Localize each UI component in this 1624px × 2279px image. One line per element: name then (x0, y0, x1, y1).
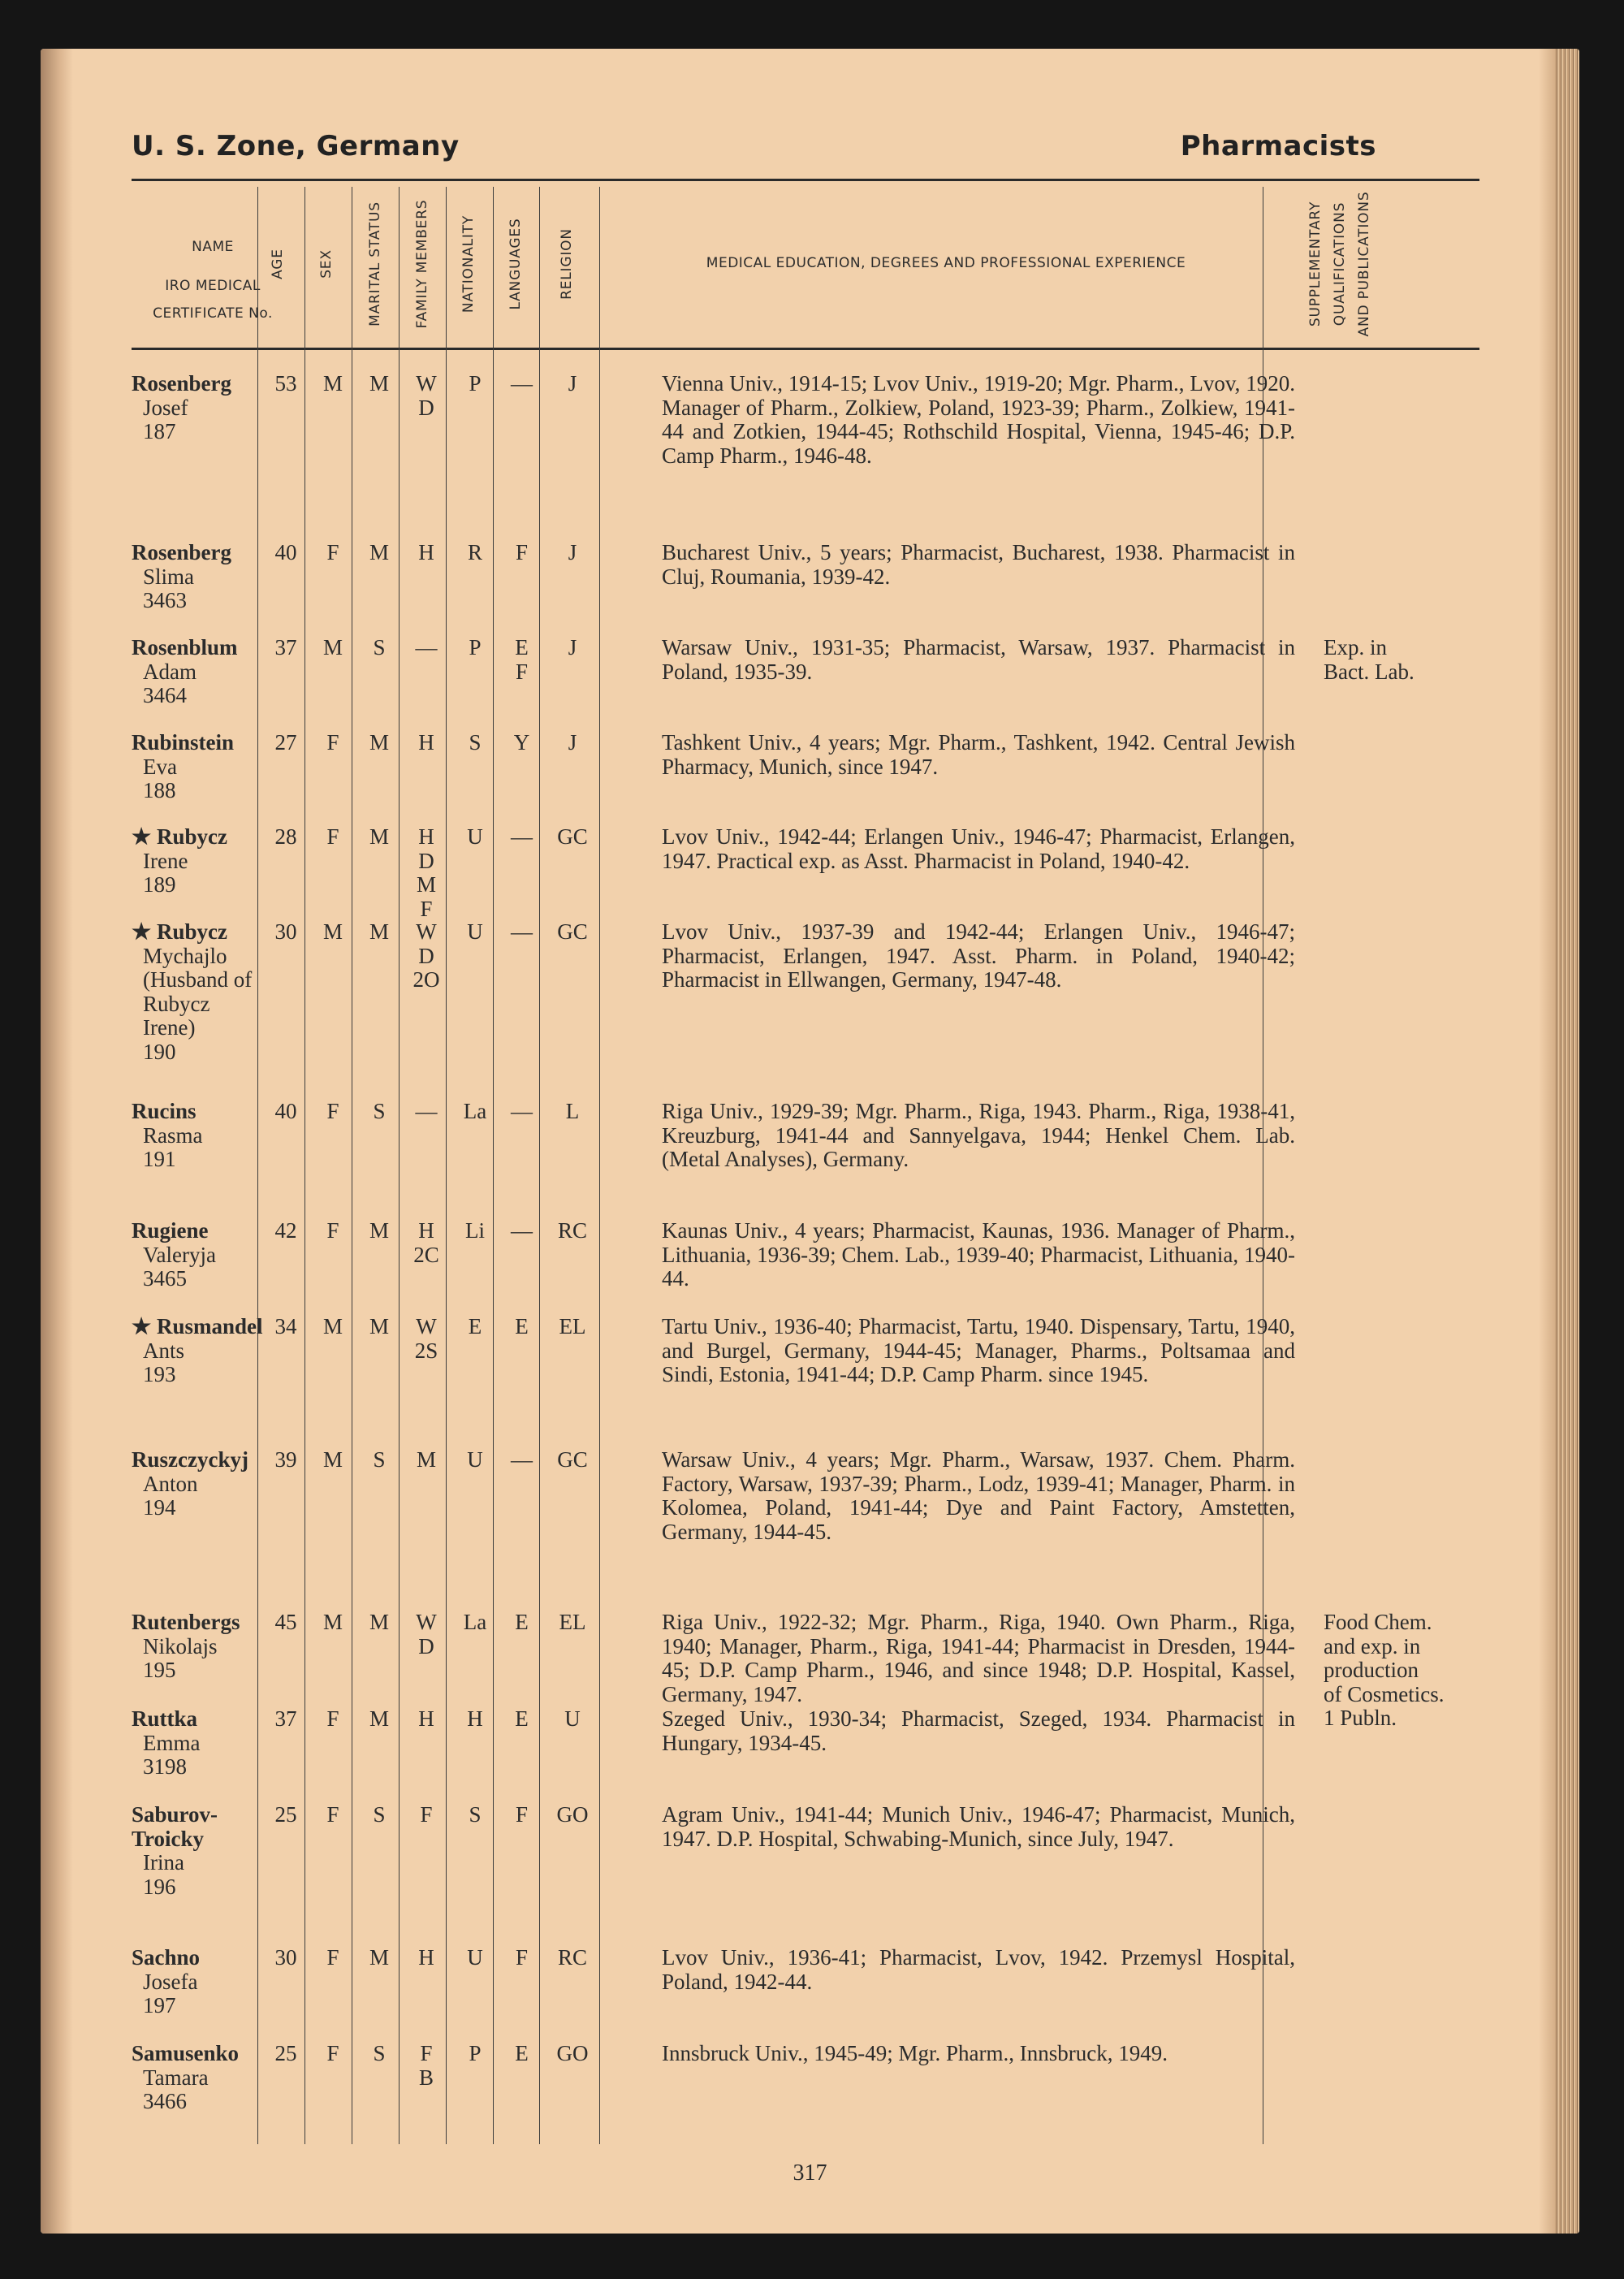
column-rule (446, 187, 447, 2144)
given-name-and-certificate: Josef 187 (143, 395, 188, 443)
given-name-and-certificate: Eva 188 (143, 754, 177, 802)
entry-marital: M (369, 1314, 389, 1338)
entry-family: — (415, 635, 438, 659)
surname: Samusenko (132, 2041, 240, 2065)
entry-experience: Lvov Univ., 1942-44; Erlangen Univ., 1946-47; Pharmacist, Erlangen, 1947. Practical exp. as Asst. Pharmacist in Poland, 1940-42. (662, 824, 1295, 873)
entry-rel: GC (557, 919, 588, 944)
entry-family: — (415, 1099, 438, 1123)
entry-lang: E (515, 2041, 529, 2065)
column-rule (304, 187, 305, 2144)
entry-experience: Lvov Univ., 1936-41; Pharmacist, Lvov, 1942. Przemysl Hospital, Poland, 1942-44. (662, 1945, 1295, 1994)
entry-age: 45 (274, 1610, 297, 1634)
entry-nat: S (469, 1802, 482, 1827)
entry-nat: R (467, 540, 482, 564)
entry-marital: S (373, 635, 386, 659)
surname: Rugiene (132, 1218, 209, 1243)
entry-sex: M (322, 919, 343, 944)
entry-age: 27 (274, 730, 297, 755)
entry-family: W D 2O (412, 919, 440, 992)
entry-lang: E (515, 1314, 529, 1338)
entry-experience: Kaunas Univ., 4 years; Pharmacist, Kaunas, 1936. Manager of Pharm., Lithuania, 1936-39; Chem. Lab., 1939-40; Pharmacist, Lithuania, 1940-44. (662, 1218, 1295, 1291)
entry-marital: M (369, 1706, 389, 1731)
entry-marital: M (369, 371, 389, 396)
entry-sex: F (326, 1706, 339, 1731)
entry-supplementary: Food Chem. and exp. in production of Cosmetics. 1 Publn. (1324, 1610, 1445, 1730)
column-rule (399, 187, 400, 2144)
entry-experience: Riga Univ., 1922-32; Mgr. Pharm., Riga, 1940. Own Pharm., Riga, 1940; Manager, Pharm., Riga, 1941-44; Pharmacist in Dresden, 1944-45; D.P. Camp Pharm., 1946, and since 1948; D.P. Hospital, Kassel, Germany, 1947. (662, 1610, 1295, 1706)
entry-family: H D M F (416, 824, 436, 921)
entry-experience: Warsaw Univ., 1931-35; Pharmacist, Warsaw, 1937. Pharmacist in Poland, 1935-39. (662, 635, 1295, 684)
entry-sex: F (326, 824, 339, 849)
entry-rel: RC (557, 1945, 588, 1970)
entry-lang: Y (513, 730, 530, 755)
entry-rel: J (568, 540, 577, 564)
entry-experience: Warsaw Univ., 4 years; Mgr. Pharm., Warsaw, 1937. Chem. Pharm. Factory, Warsaw, 1937-39; Pharm., Lodz, 1939-41; Manager, Pharm. in Kolomea, Poland, 1941-44; Dye and Paint Factory, Amstetten, Germany, 1944-45. (662, 1447, 1295, 1544)
page-number: 317 (793, 2160, 827, 2186)
entry-family: F B (418, 2041, 434, 2090)
entry-marital: S (373, 2041, 386, 2065)
entry-sex: M (322, 1610, 343, 1634)
given-name-and-certificate: Emma 3198 (143, 1730, 201, 1779)
entry-family: H (418, 730, 434, 755)
entry-family: H (418, 1706, 434, 1731)
column-rule (539, 187, 540, 2144)
entry-marital: M (369, 1945, 389, 1970)
entry-marital: M (369, 824, 389, 849)
surname: Ruszczyckyj (132, 1447, 248, 1472)
column-rule (599, 187, 600, 2144)
entry-age: 37 (274, 1706, 297, 1731)
entry-sex: F (326, 730, 339, 755)
entry-lang: F (515, 1802, 529, 1827)
surname: Rucins (132, 1099, 197, 1123)
given-name-and-certificate: Anton 194 (143, 1471, 198, 1520)
surname: Sachno (132, 1945, 201, 1970)
entry-age: 30 (274, 1945, 297, 1970)
entry-lang: F (515, 540, 529, 564)
entry-nat: U (467, 1447, 483, 1472)
surname: Rutenbergs (132, 1610, 240, 1634)
entry-lang: — (511, 1218, 533, 1243)
entry-family: H (418, 540, 434, 564)
entry-family: W D (416, 1610, 437, 1658)
entry-experience: Lvov Univ., 1937-39 and 1942-44; Erlangen Univ., 1946-47; Pharmacist, Erlangen, 1947. Asst. Pharm. in Poland, 1940-42; Pharmacist in Ellwangen, Germany, 1947-48. (662, 919, 1295, 992)
entry-rel: RC (557, 1218, 588, 1243)
entry-lang: — (511, 1447, 533, 1472)
entry-nat: La (463, 1099, 487, 1123)
given-name-and-certificate: Tamara 3466 (143, 2065, 209, 2113)
surname: Saburov- Troicky (132, 1802, 218, 1851)
entry-lang: E (515, 1706, 529, 1731)
nationality-column-header: NATIONALITY (460, 214, 477, 314)
entry-age: 53 (274, 371, 297, 396)
entry-age: 40 (274, 1099, 297, 1123)
running-header-left: U. S. Zone, Germany (132, 130, 460, 162)
entry-age: 30 (274, 919, 297, 944)
surname: Rosenberg (132, 540, 231, 564)
sex-column-header: SEX (318, 249, 335, 279)
entry-rel: J (568, 635, 577, 659)
entry-nat: H (467, 1706, 483, 1731)
experience-column-header: MEDICAL EDUCATION, DEGREES AND PROFESSIONAL EXPERIENCE (706, 255, 1186, 271)
star-marker: ★ (132, 1314, 157, 1338)
entry-sex: F (326, 1218, 339, 1243)
given-name-and-certificate: Irina 196 (143, 1850, 184, 1899)
entry-age: 25 (274, 1802, 297, 1827)
entry-age: 42 (274, 1218, 297, 1243)
entry-rel: EL (559, 1314, 586, 1338)
entry-rel: U (564, 1706, 581, 1731)
entry-rel: GC (557, 824, 588, 849)
surname: Ruttka (132, 1706, 198, 1731)
entry-experience: Innsbruck Univ., 1945-49; Mgr. Pharm., Innsbruck, 1949. (662, 2041, 1168, 2065)
entry-sex: F (326, 1099, 339, 1123)
name-header-line: NAME (192, 239, 234, 255)
entry-family: M (416, 1447, 436, 1472)
entry-sex: F (326, 2041, 339, 2065)
entry-age: 40 (274, 540, 297, 564)
column-rule (493, 187, 494, 2144)
entry-rel: J (568, 371, 577, 396)
entry-sex: M (322, 635, 343, 659)
entry-experience: Szeged Univ., 1930-34; Pharmacist, Szeged, 1934. Pharmacist in Hungary, 1934-45. (662, 1706, 1295, 1755)
star-marker: ★ (132, 824, 157, 849)
family-column-header: FAMILY MEMBERS (414, 199, 430, 329)
entry-nat: P (469, 2041, 482, 2065)
entry-sex: F (326, 1945, 339, 1970)
entry-family: W D (416, 371, 437, 420)
entry-nat: P (469, 635, 482, 659)
entry-lang: — (511, 919, 533, 944)
page-gutter (41, 49, 73, 2234)
entry-nat: U (467, 1945, 483, 1970)
given-name-and-certificate: Nikolajs 195 (143, 1633, 218, 1682)
entry-nat: S (469, 730, 482, 755)
entry-family: W 2S (414, 1314, 438, 1363)
entry-marital: S (373, 1802, 386, 1827)
surname: Rubycz (156, 824, 227, 849)
given-name-and-certificate: Rasma 191 (143, 1122, 203, 1171)
given-name-and-certificate: Valeryja 3465 (143, 1242, 216, 1291)
entry-lang: E (515, 1610, 529, 1634)
iro-header-line: IRO MEDICAL (165, 278, 261, 294)
entry-experience: Tartu Univ., 1936-40; Pharmacist, Tartu, 1940. Dispensary, Tartu, 1940, and Burgel, Germany, 1944-45; Manager, Pharms., Poltsamaa and Sindi, Estonia, 1941-44; D.P. Camp Pharm. since 1945. (662, 1314, 1295, 1386)
entry-rel: J (568, 730, 577, 755)
supplementary-header-line-3: AND PUBLICATIONS (1356, 191, 1372, 337)
entry-lang: F (515, 1945, 529, 1970)
surname: Rosenblum (132, 635, 238, 659)
entry-nat: U (467, 824, 483, 849)
entry-marital: M (369, 1218, 389, 1243)
running-header-right: Pharmacists (1180, 130, 1376, 162)
entry-age: 34 (274, 1314, 297, 1338)
given-name-and-certificate: Irene 189 (143, 848, 188, 897)
star-marker: ★ (132, 919, 157, 944)
given-name-and-certificate: Josefa 197 (143, 1969, 198, 2017)
entry-rel: GC (557, 1447, 588, 1472)
surname: Rosenberg (132, 371, 231, 396)
header-rule-bottom (132, 348, 1479, 350)
given-name-and-certificate: Adam 3464 (143, 659, 197, 707)
religion-column-header: RELIGION (559, 228, 575, 300)
certificate-header-line: CERTIFICATE No. (153, 305, 273, 322)
entry-family: H 2C (413, 1218, 439, 1267)
entry-rel: GO (556, 2041, 589, 2065)
entry-marital: M (369, 919, 389, 944)
entry-experience: Agram Univ., 1941-44; Munich Univ., 1946-47; Pharmacist, Munich, 1947. D.P. Hospital, Schwabing-Munich, since July, 1947. (662, 1802, 1295, 1851)
entry-experience: Vienna Univ., 1914-15; Lvov Univ., 1919-20; Mgr. Pharm., Lvov, 1920. Manager of Pharm., Zolkiew, Poland, 1923-39; Pharm., Zolkiew, 1941-44 and Zotkien, 1944-45; Rothschild Hospital, Vienna, 1945-46; D.P. Camp Pharm., 1946-48. (662, 371, 1295, 468)
given-name-and-certificate: Mychajlo (Husband of Rubycz Irene) 190 (143, 943, 253, 1064)
entry-marital: M (369, 730, 389, 755)
entry-age: 25 (274, 2041, 297, 2065)
surname: Rubycz (156, 919, 227, 944)
entry-lang: E F (515, 635, 529, 684)
page-edges (1555, 49, 1579, 2234)
entry-marital: M (369, 1610, 389, 1634)
entry-family: H (418, 1945, 434, 1970)
given-name-and-certificate: Slima 3463 (143, 564, 195, 612)
entry-marital: S (373, 1099, 386, 1123)
entry-lang: — (511, 371, 533, 396)
given-name-and-certificate: Ants 193 (143, 1338, 185, 1386)
languages-column-header: LANGUAGES (508, 218, 524, 310)
surname: Rubinstein (132, 730, 235, 755)
entry-lang: — (511, 1099, 533, 1123)
entry-sex: F (326, 1802, 339, 1827)
entry-nat: Li (465, 1218, 485, 1243)
entry-lang: — (511, 824, 533, 849)
entry-sex: F (326, 540, 339, 564)
entry-rel: EL (559, 1610, 586, 1634)
surname: Rusmandel (156, 1314, 263, 1338)
supplementary-header-line-2: QUALIFICATIONS (1332, 201, 1348, 326)
entry-sex: M (322, 1314, 343, 1338)
entry-marital: S (373, 1447, 386, 1472)
page-edge-shadow (1539, 49, 1555, 2234)
entry-nat: U (467, 919, 483, 944)
entry-sex: M (322, 371, 343, 396)
age-column-header: AGE (270, 249, 286, 279)
marital-column-header: MARITAL STATUS (367, 201, 383, 326)
entry-nat: P (469, 371, 482, 396)
entry-rel: L (565, 1099, 580, 1123)
header-rule-top (132, 179, 1479, 181)
entry-nat: La (463, 1610, 487, 1634)
entry-sex: M (322, 1447, 343, 1472)
entry-rel: GO (556, 1802, 589, 1827)
entry-age: 39 (274, 1447, 297, 1472)
supplementary-header-line-1: SUPPLEMENTARY (1307, 201, 1324, 327)
entry-experience: Bucharest Univ., 5 years; Pharmacist, Bucharest, 1938. Pharmacist in Cluj, Roumania, 1939-42. (662, 540, 1295, 589)
entry-experience: Riga Univ., 1929-39; Mgr. Pharm., Riga, 1943. Pharm., Riga, 1938-41, Kreuzburg, 1941-44 and Sannyelgava, 1944; Henkel Chem. Lab. (Metal Analyses), Germany. (662, 1099, 1295, 1171)
entry-age: 37 (274, 635, 297, 659)
book-page (41, 49, 1579, 2234)
entry-age: 28 (274, 824, 297, 849)
entry-marital: M (369, 540, 389, 564)
entry-supplementary: Exp. in Bact. Lab. (1324, 635, 1415, 684)
entry-family: F (420, 1802, 433, 1827)
entry-nat: E (468, 1314, 482, 1338)
entry-experience: Tashkent Univ., 4 years; Mgr. Pharm., Tashkent, 1942. Central Jewish Pharmacy, Munich, since 1947. (662, 730, 1295, 779)
